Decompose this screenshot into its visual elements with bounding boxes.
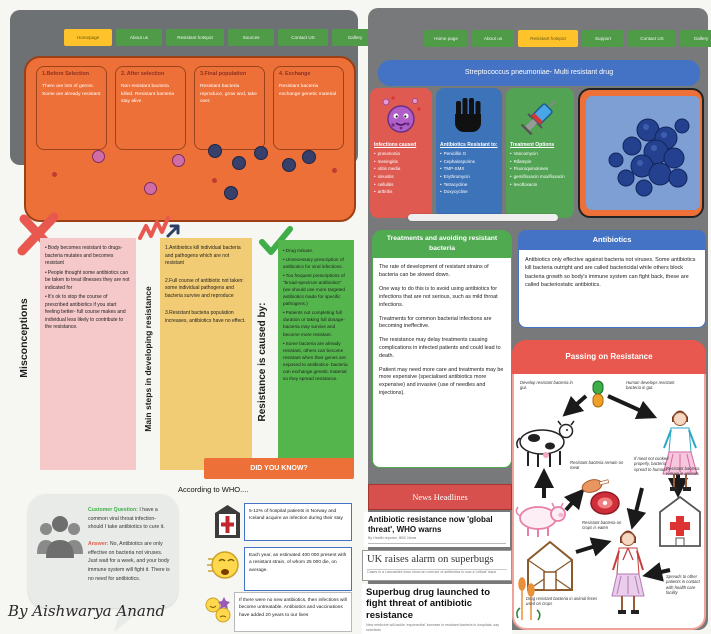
news-clipping-1 — [364, 512, 510, 547]
news-subline: Cases in a Lancashire town show an overuse of antibiotics is now a 'critical' issue — [367, 569, 507, 577]
main-steps-vertical-label: Main steps in developing resistance — [143, 286, 153, 432]
misconceptions-box — [40, 238, 136, 470]
left-nav-tab-homepage[interactable]: Homepage — [64, 29, 112, 46]
who-fact-2: Each year, an estimated 400 000 present with a resistant strain, of whom 25 000 die, on average. — [244, 547, 352, 591]
main-step-item: 3.Resistant bacteria population increases, antibiotics have no effect. — [165, 310, 246, 324]
antibiotics-box-body: Antibiotics only effective against bacteria not viruses. Some antibiotics kill bacteria outright and are called bactericidal while others block bacteria growth so body's immune system can fight back, these are called bacteriostatic antibiotics. — [518, 250, 706, 328]
list-item: • arthritis — [374, 188, 428, 196]
news-headline: UK raises alarm on superbugs — [367, 554, 494, 565]
bacteria-dot-icon — [92, 150, 105, 163]
sick-faces-icon — [204, 594, 233, 625]
resistant-to-list — [440, 150, 498, 196]
passing-on-resistance-box — [512, 340, 706, 630]
who-fact-3: If there were no new antibiotics, then infections will become untreatable. Antibiotics and vaccinations have added 20 years to our lives — [234, 592, 352, 632]
treatment-options-card — [506, 88, 574, 218]
treatments-paragraph: The rate of development of resistant strains of bacteria can be slowed down. — [379, 264, 489, 279]
card-title: Antibiotics Resistant to: — [440, 142, 498, 148]
list-item: • sinusitis — [374, 173, 428, 181]
left-nav-tab-gallery[interactable]: Gallery — [332, 29, 378, 46]
causes-vertical-label: Resistance is caused by: — [257, 302, 268, 422]
left-nav-tab-contact-us[interactable]: Contact US — [278, 29, 328, 46]
pig-drawing — [514, 496, 568, 538]
bacteria-dot-icon — [282, 158, 296, 172]
bacteria-dot-icon — [302, 150, 316, 164]
right-nav — [424, 30, 711, 47]
left-nav-tab-resistant-hotspot[interactable]: Resistant hotspot — [166, 29, 224, 46]
treatments-box — [372, 230, 512, 468]
passing-label: Develop resistant bacteria in gut. — [520, 380, 573, 391]
misconceptions-vertical-label: Misconceptions — [18, 298, 30, 378]
card-title: Treatment Options — [510, 142, 555, 148]
causes-box — [278, 240, 354, 470]
passing-title: Passing on Resistance — [512, 340, 706, 374]
list-item: • pneumonia — [374, 150, 428, 158]
treatments-paragraph: One way to do this is to avoid using antibiotics for infections that are not serious, such as mild throat infections. — [379, 286, 498, 308]
author-signature: By Aishwarya Anand — [8, 602, 166, 620]
step-body: Resistant bacteria exchange genetic material — [279, 84, 337, 97]
list-item: • Vancomycin — [510, 150, 570, 158]
left-nav-tab-sources[interactable]: Sources — [228, 29, 274, 46]
passing-label: Resistant bacteria remain in animals — [666, 466, 700, 477]
main-step-item: 1.Antibiotics kill individual bacteria and pathogens which are not resistant — [165, 245, 241, 266]
step-title: 1.Before Selection — [42, 71, 90, 77]
treatments-paragraph: Treatments for common bacterial infections are becoming ineffective. — [379, 315, 492, 330]
news-subline: New medicine will tackle 'exponential' increase in resistant bacteria in hospitals, say scientists — [366, 623, 500, 633]
cause-item: • Some bacteria are already resistant, others can become resistant when their genes are exposed to antibiotics- bacteria can exchange genetic material so they spread resistance. — [283, 340, 349, 382]
answer-label: Answer: — [88, 541, 109, 548]
list-item: • levofloxacin — [510, 181, 570, 189]
right-nav-tab-gallery[interactable]: Gallery — [680, 30, 711, 47]
main-steps-box — [160, 238, 252, 470]
passing-label: Resistant bacteria on crops is eaten — [582, 520, 622, 531]
list-item: • Erythromycin — [440, 173, 498, 181]
bacteria-dot-icon — [52, 172, 57, 177]
bacteria-photo-card — [578, 88, 704, 218]
step-title: 4. Exchange — [279, 71, 311, 77]
sneezing-face-icon — [206, 549, 239, 582]
bacteria-micrograph-image — [586, 96, 700, 210]
bacteria-dot-icon — [208, 144, 222, 158]
list-item: • Cephalosporins — [440, 158, 498, 166]
cow-drawing — [514, 416, 578, 470]
cause-item: • Patients not completing full duration or taking full dosage- bacteria may survive and become more resistant. — [283, 309, 349, 337]
step-title: 3.Final population — [200, 71, 247, 77]
misconception-item: • People thought some antibiotics can be taken to treat illnesses they are not indicated for — [45, 270, 131, 293]
bacteria-dot-icon — [144, 182, 157, 195]
infections-card — [370, 88, 432, 218]
right-nav-tab-about-us[interactable]: About us — [472, 30, 514, 47]
woman-drawing — [660, 408, 700, 492]
woman-drawing — [608, 528, 648, 616]
list-item: • Fluoroquinolones — [510, 165, 570, 173]
fist-icon — [451, 95, 487, 137]
list-item: • Rifampin — [510, 158, 570, 166]
step-final-population — [194, 66, 265, 150]
right-nav-tab-support[interactable]: Support — [582, 30, 624, 47]
question-label: Customer Question: — [88, 507, 138, 513]
bacteria-dot-icon — [172, 154, 185, 167]
misconception-item: • It's ok to stop the course of prescribed antibiotics if you start feeling better- full course makes and individual less likely to contribute to the resistance. — [45, 294, 131, 332]
list-item: • otitis media — [374, 165, 428, 173]
treatments-box-title: Treatments and avoiding resistant bacteria — [372, 230, 512, 258]
step-before-selection — [36, 66, 107, 150]
question-text: I have a common viral throat infection- should I take antibiotics to cure it. — [88, 507, 165, 531]
horizontal-scrollbar[interactable] — [408, 214, 558, 221]
wheat-crops-drawing — [514, 566, 542, 622]
news-headline: Superbug drug launched to fight threat of antibiotic resistance — [366, 587, 491, 621]
list-item: • Tetracycline — [440, 181, 498, 189]
news-clipping-3 — [362, 584, 512, 634]
antibiotics-box — [518, 230, 706, 328]
bacteria-dot-icon — [232, 156, 246, 170]
who-fact-1: 5-12% of hospital patients in Norway and Iceland acquire an infection during their stay — [244, 503, 352, 541]
main-step-item: 2.Full course of antibiotic not taken: some individual pathogens and bacteria survive and reproduce — [165, 277, 244, 299]
list-item: • gemifloxacin moxifloxacin — [510, 173, 570, 181]
left-nav-tab-about-us[interactable]: About us — [116, 29, 162, 46]
cause-item: • Too frequent prescriptions of "broad-spectrum antibiotics" (we should use more targeted antibiotics made for specific pathogens.) — [283, 272, 349, 307]
resistant-to-card — [436, 88, 502, 218]
customer-question-bubble — [28, 494, 178, 608]
answer-text: No, Antibiotics are only effective on bacteria not viruses. Just wait for a week, and your body immune system will fight it. There is no need for antibiotics. — [88, 541, 170, 582]
list-item: • Doxycycline — [440, 188, 498, 196]
hospital-drawing — [654, 492, 706, 550]
list-item: • TMP-SMX — [440, 165, 498, 173]
misconception-item: • Body becomes resistant to drugs- bacteria mutates and becomes resistant — [45, 245, 131, 268]
streptococcus-banner: Streptococcus pneumoniae- Multi resistant drug — [378, 60, 700, 86]
step-body: Resistant bacteria reproduce, grow and, take over. — [200, 84, 257, 105]
pill-capsule-icon — [590, 380, 606, 408]
passing-diagram — [512, 374, 706, 630]
step-title: 2. After selection — [121, 71, 165, 77]
right-nav-tab-contact-us[interactable]: Contact US — [628, 30, 676, 47]
passing-label: Human develops resistant bacteria in gut. — [626, 380, 675, 391]
treatments-paragraph: Patient may need more care and treatments may be more expensive (specialised antibiotics more expensive) and invasive (use of needles and injections). — [379, 366, 504, 397]
bacteria-dot-icon — [212, 178, 217, 183]
cause-item: • Unnecessary prescription of antibiotics for viral infections. — [283, 256, 349, 270]
cartoon-bacteria-icon — [379, 94, 423, 138]
resistance-steps-panel — [24, 56, 356, 222]
treatments-paragraph: The resistance may delay treatments causing complications in infected patients and could lead to death. — [379, 337, 501, 359]
right-nav-tab-home-page[interactable]: Home page — [424, 30, 468, 47]
step-body: There are lots of germs. Some are already resistant — [42, 84, 101, 97]
news-headlines-banner: News Headlines — [368, 484, 512, 510]
syringe-icon — [517, 93, 563, 139]
cause-item: • Drug misuse. — [283, 247, 349, 254]
antibiotics-box-title: Antibiotics — [518, 230, 706, 250]
people-silhouette-icon — [36, 510, 84, 562]
passing-label: Drug resistant bacteria in animal feces used on crops — [526, 596, 598, 607]
step-exchange — [273, 66, 344, 150]
passing-label: Resistant bacteria remain on meat — [570, 460, 624, 471]
passing-label: Spreads to other patients in contact with health care facility — [666, 574, 700, 596]
meat-drawing — [580, 476, 622, 516]
list-item: • meningitis — [374, 158, 428, 166]
list-item: • Penicillin G — [440, 150, 498, 158]
left-nav — [64, 29, 378, 46]
news-headline: Antibiotic resistance now 'global threat', WHO warns — [368, 515, 493, 534]
according-to-who-heading: According to WHO.... — [178, 485, 249, 494]
card-title: Infections caused — [374, 142, 417, 148]
infections-list — [374, 150, 428, 196]
qa-text — [88, 506, 170, 583]
bacteria-dot-icon — [224, 186, 238, 200]
bacteria-dot-icon — [254, 146, 268, 160]
step-after-selection — [115, 66, 186, 150]
news-clipping-2 — [362, 550, 512, 581]
did-you-know-banner: DID YOU KNOW? — [204, 458, 354, 479]
bacteria-dot-icon — [332, 168, 337, 173]
list-item: • cellulitis — [374, 181, 428, 189]
treatment-options-list — [510, 150, 570, 188]
step-body: Non-resistant bacteria killed. Resistant bacteria stay alive — [121, 84, 175, 105]
news-byline: By Health reporter, BBC News — [368, 536, 506, 544]
hospital-cross-icon — [214, 504, 241, 539]
passing-label: If meat not cooked properly, bacteria spread to humans — [634, 456, 669, 472]
right-nav-tab-resistant-hotspot[interactable]: Resistant hotspot — [518, 30, 578, 47]
